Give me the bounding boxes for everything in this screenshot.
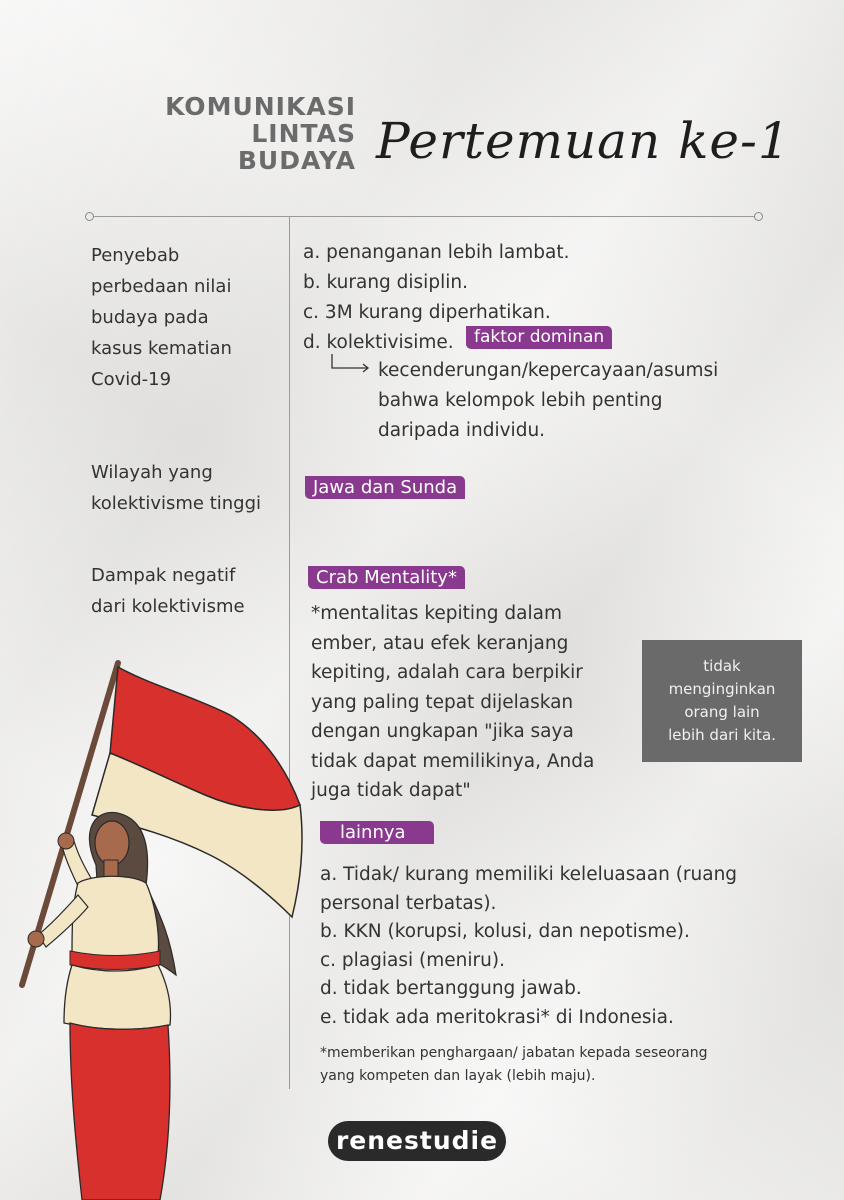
label-line: Wilayah yang	[91, 462, 213, 483]
title-block	[88, 93, 356, 174]
note-line: lebih dari kita.	[668, 726, 776, 744]
footnote-line: yang kompeten dan layak (lebih maju).	[320, 1068, 596, 1084]
section3-label	[91, 560, 286, 622]
note-line: menginginkan	[668, 680, 776, 698]
woman-with-flag-illustration	[0, 655, 320, 1200]
list-item: b. kurang disiplin.	[303, 272, 468, 293]
tag-lainnya: lainnya	[320, 821, 434, 844]
label-line: kolektivisme tinggi	[91, 493, 262, 514]
footnote-line: *memberikan penghargaan/ jabatan kepada seseorang	[320, 1045, 708, 1061]
list-item: c. 3M kurang diperhatikan.	[303, 302, 551, 323]
list-item: c. plagiasi (meniru).	[320, 949, 505, 971]
description-line: *mentalitas kepiting dalam	[311, 603, 562, 624]
list-item: d. kolektivisime.	[303, 332, 454, 353]
list-item: a. penanganan lebih lambat.	[303, 242, 570, 263]
list-item: b. KKN (korupsi, kolusi, dan nepotisme).	[320, 921, 690, 942]
divider-dot-left	[85, 212, 94, 221]
script-title: Pertemuan ke-1	[376, 112, 791, 170]
label-line: Penyebab	[91, 245, 180, 266]
description-line: yang paling tepat dijelaskan	[311, 691, 574, 713]
section1-label	[91, 240, 281, 395]
description-line: juga tidak dapat"	[311, 780, 471, 801]
list-item: a. Tidak/ kurang memiliki keleluasaan (ruang	[320, 864, 738, 885]
others-list	[320, 861, 737, 1032]
note-line: tidak	[703, 657, 741, 675]
list-item: d. tidak bertanggung jawab.	[320, 978, 582, 999]
divider-dot-right	[754, 212, 763, 221]
renestudie-logo: renestudie	[328, 1121, 506, 1161]
label-line: dari kolektivisme	[91, 596, 245, 617]
description-line: ember, atau efek keranjang	[311, 632, 569, 654]
horizontal-divider	[91, 216, 757, 217]
title-line: LINTAS	[251, 119, 356, 148]
explanation-line: daripada individu.	[378, 420, 546, 441]
label-line: perbedaan nilai	[91, 276, 232, 297]
label-line: Covid-19	[91, 369, 172, 390]
tag-jawa-dan-sunda: Jawa dan Sunda	[305, 476, 465, 499]
footnote	[320, 1042, 708, 1088]
section1-explanation	[378, 356, 718, 446]
bent-arrow-icon	[328, 352, 372, 374]
description-line: dengan ungkapan "jika saya	[311, 721, 574, 742]
list-item: personal terbatas).	[320, 892, 497, 914]
crab-description	[311, 599, 594, 806]
label-line: kasus kematian	[91, 338, 232, 359]
tag-crab-mentality: Crab Mentality*	[308, 566, 465, 589]
note-line: orang lain	[684, 703, 760, 721]
label-line: budaya pada	[91, 307, 209, 328]
label-line: Dampak negatif	[91, 565, 236, 586]
title-line: BUDAYA	[237, 146, 356, 175]
description-line: tidak dapat memilikinya, Anda	[311, 750, 595, 772]
explanation-line: bahwa kelompok lebih penting	[378, 390, 663, 411]
list-item: e. tidak ada meritokrasi* di Indonesia.	[320, 1006, 674, 1028]
title-line: KOMUNIKASI	[165, 92, 356, 121]
section2-label	[91, 457, 286, 519]
tag-faktor-dominan: faktor dominan	[466, 326, 612, 349]
note-box	[642, 640, 802, 762]
description-line: kepiting, adalah cara berpikir	[311, 662, 583, 683]
explanation-line: kecenderungan/kepercayaan/asumsi	[378, 360, 719, 381]
